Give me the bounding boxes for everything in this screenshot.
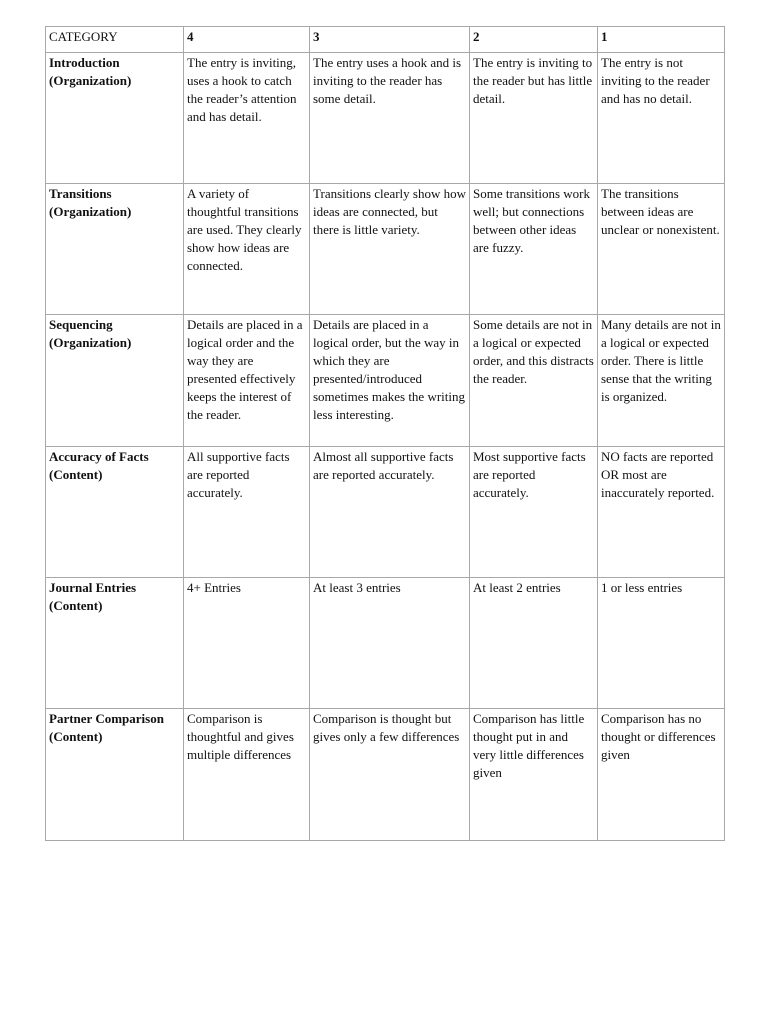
table-row bbox=[46, 315, 725, 447]
score-2-cell: At least 2 entries bbox=[470, 578, 598, 709]
rubric-table bbox=[45, 26, 725, 841]
score-3-cell: Comparison is thought but gives only a few differences bbox=[310, 709, 470, 841]
score-2-cell: Comparison has little thought put in and very little differences given bbox=[470, 709, 598, 841]
header-score-3: 3 bbox=[310, 27, 470, 53]
category-cell: Sequencing (Organization) bbox=[46, 315, 184, 447]
category-cell: Partner Comparison (Content) bbox=[46, 709, 184, 841]
score-2-cell: Some transitions work well; but connections between other ideas are fuzzy. bbox=[470, 184, 598, 315]
table-row bbox=[46, 578, 725, 709]
score-1-cell: The transitions between ideas are unclear or nonexistent. bbox=[598, 184, 725, 315]
header-score-1: 1 bbox=[598, 27, 725, 53]
score-4-cell: The entry is inviting, uses a hook to catch the reader’s attention and has detail. bbox=[184, 53, 310, 184]
table-row bbox=[46, 53, 725, 184]
table-row bbox=[46, 184, 725, 315]
score-1-cell: The entry is not inviting to the reader and has no detail. bbox=[598, 53, 725, 184]
score-1-cell: NO facts are reported OR most are inaccurately reported. bbox=[598, 447, 725, 578]
category-cell: Journal Entries (Content) bbox=[46, 578, 184, 709]
score-1-cell: 1 or less entries bbox=[598, 578, 725, 709]
score-3-cell: Transitions clearly show how ideas are connected, but there is little variety. bbox=[310, 184, 470, 315]
score-4-cell: Details are placed in a logical order and the way they are presented effectively keeps the interest of the reader. bbox=[184, 315, 310, 447]
score-3-cell: Details are placed in a logical order, but the way in which they are presented/introduced sometimes makes the writing less interesting. bbox=[310, 315, 470, 447]
score-2-cell: Most supportive facts are reported accurately. bbox=[470, 447, 598, 578]
score-1-cell: Comparison has no thought or differences given bbox=[598, 709, 725, 841]
header-category: CATEGORY bbox=[46, 27, 184, 53]
score-1-cell: Many details are not in a logical or expected order. There is little sense that the writing is organized. bbox=[598, 315, 725, 447]
category-cell: Introduction (Organization) bbox=[46, 53, 184, 184]
category-cell: Accuracy of Facts (Content) bbox=[46, 447, 184, 578]
score-3-cell: At least 3 entries bbox=[310, 578, 470, 709]
score-4-cell: A variety of thoughtful transitions are used. They clearly show how ideas are connected. bbox=[184, 184, 310, 315]
score-3-cell: Almost all supportive facts are reported accurately. bbox=[310, 447, 470, 578]
table-row bbox=[46, 447, 725, 578]
score-4-cell: Comparison is thoughtful and gives multiple differences bbox=[184, 709, 310, 841]
score-2-cell: Some details are not in a logical or expected order, and this distracts the reader. bbox=[470, 315, 598, 447]
score-4-cell: 4+ Entries bbox=[184, 578, 310, 709]
header-row bbox=[46, 27, 725, 53]
header-score-4: 4 bbox=[184, 27, 310, 53]
header-score-2: 2 bbox=[470, 27, 598, 53]
category-cell: Transitions (Organization) bbox=[46, 184, 184, 315]
score-3-cell: The entry uses a hook and is inviting to the reader has some detail. bbox=[310, 53, 470, 184]
score-4-cell: All supportive facts are reported accurately. bbox=[184, 447, 310, 578]
score-2-cell: The entry is inviting to the reader but has little detail. bbox=[470, 53, 598, 184]
table-row bbox=[46, 709, 725, 841]
